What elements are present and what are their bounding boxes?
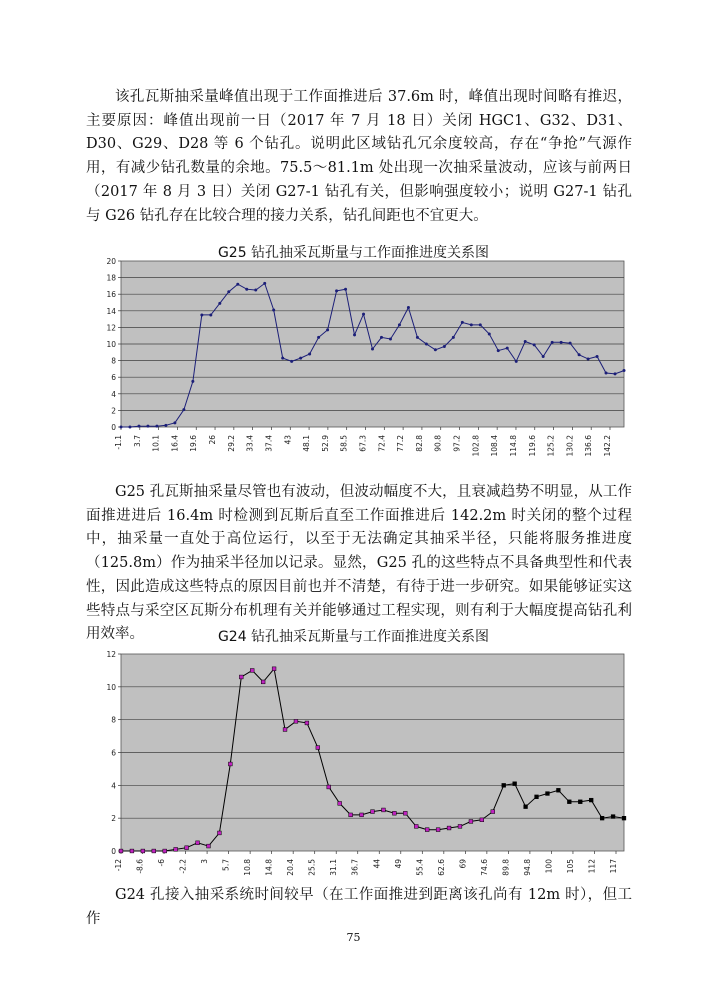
- g24-x-tick-label: 94.8: [522, 859, 532, 876]
- g24-data-point: [174, 847, 178, 851]
- g24-data-point: [502, 783, 506, 787]
- g24-data-point: [513, 782, 517, 786]
- g25-data-point: [452, 336, 455, 339]
- g25-x-tick-label: 26: [208, 435, 218, 445]
- g25-data-point: [182, 408, 185, 411]
- g25-x-tick-label: 58.5: [339, 435, 349, 452]
- g24-data-point: [185, 846, 189, 850]
- g25-data-point: [272, 308, 275, 311]
- g24-y-tick-label: 2: [111, 814, 116, 824]
- g25-data-point: [362, 313, 365, 316]
- g24-data-point: [218, 831, 222, 835]
- g25-data-point: [470, 323, 473, 326]
- g25-data-point: [209, 313, 212, 316]
- g24-y-tick-label: 12: [106, 650, 116, 659]
- g25-data-point: [398, 323, 401, 326]
- g24-data-point: [425, 828, 429, 832]
- g25-data-point: [596, 355, 599, 358]
- g25-y-tick-label: 6: [111, 373, 116, 383]
- g24-x-tick-label: -2.2: [178, 859, 188, 874]
- g25-data-point: [416, 336, 419, 339]
- g25-x-tick-label: -1.1: [114, 435, 123, 450]
- g25-data-point: [479, 323, 482, 326]
- g24-data-point: [535, 795, 539, 799]
- g25-data-point: [506, 347, 509, 350]
- g25-x-tick-label: 19.6: [189, 435, 199, 452]
- g24-data-point: [524, 805, 528, 809]
- g25-x-tick-label: 102.8: [471, 435, 481, 457]
- g24-data-point: [239, 675, 243, 679]
- g24-data-point: [327, 785, 331, 789]
- g24-data-point: [316, 746, 320, 750]
- g24-data-point: [305, 721, 309, 725]
- g24-data-point: [403, 811, 407, 815]
- g24-data-point: [272, 667, 276, 671]
- g24-data-point: [261, 680, 265, 684]
- g24-data-point: [207, 844, 211, 848]
- g25-y-tick-label: 8: [111, 356, 116, 366]
- g25-data-point: [569, 342, 572, 345]
- g25-data-point: [335, 289, 338, 292]
- g25-y-tick-label: 16: [106, 290, 116, 300]
- g25-data-point: [497, 349, 500, 352]
- g25-y-tick-label: 12: [106, 323, 116, 333]
- g25-data-point: [578, 353, 581, 356]
- g25-x-tick-label: 142.2: [603, 435, 612, 457]
- g25-x-tick-label: 33.4: [245, 435, 255, 452]
- g24-y-tick-label: 6: [111, 748, 116, 758]
- g25-data-point: [560, 341, 563, 344]
- g25-x-tick-label: 37.4: [264, 435, 274, 452]
- paragraph-g25-analysis: [86, 481, 632, 647]
- g25-data-point: [326, 328, 329, 331]
- g25-y-tick-label: 14: [106, 306, 116, 316]
- g25-x-tick-label: 125.2: [546, 435, 556, 457]
- g25-data-point: [515, 360, 518, 363]
- g25-x-tick-label: 72.4: [377, 435, 387, 452]
- g24-data-point: [589, 798, 593, 802]
- g25-data-point: [317, 336, 320, 339]
- g25-data-point: [542, 355, 545, 358]
- g25-data-point: [299, 357, 302, 360]
- g25-data-point: [227, 290, 230, 293]
- g25-data-point: [587, 357, 590, 360]
- g24-chart: [0, 645, 707, 875]
- g25-data-point: [245, 288, 248, 291]
- g25-data-point: [425, 343, 428, 346]
- g25-data-point: [236, 283, 239, 286]
- g24-data-point: [546, 792, 550, 796]
- g25-data-point: [623, 369, 626, 372]
- g25-data-point: [191, 380, 194, 383]
- g25-data-point: [551, 341, 554, 344]
- g25-x-tick-label: 97.2: [452, 435, 462, 452]
- g24-data-point: [600, 816, 604, 820]
- g25-data-point: [605, 372, 608, 375]
- g25-x-tick-label: 48.1: [302, 435, 312, 452]
- g24-data-point: [458, 824, 462, 828]
- paragraph-g26-text: 该孔瓦斯抽采量峰值出现于工作面推进后 37.6m 时，峰值出现时间略有推迟，主要原因：峰值出现前一日（2017 年 7 月 18 日）关闭 HGC1、G32、D31、D30、G29、D28 等 6 个钻孔。说明此区域钻孔冗余度较高，存在“争抢”气源作用，有减少钻孔数量的余地。75.5～81.1m 处出现一次抽采量波动，应该与前两日（2017 年 8 月 3 日）关闭 G27-1 钻孔有关，但影响强度较小；说明 G27-1 钻孔与 G26 钻孔存在比较合理的接力关系，钻孔间距也不宜更大。: [86, 89, 632, 224]
- g25-x-tick-label: 10.1: [151, 435, 161, 452]
- g25-data-point: [308, 352, 311, 355]
- g25-y-tick-label: 4: [111, 389, 116, 399]
- g25-x-tick-label: 43: [283, 435, 293, 445]
- g25-data-point: [128, 426, 131, 429]
- page-number: 75: [346, 931, 361, 944]
- g25-data-point: [533, 343, 536, 346]
- g25-y-tick-label: 18: [106, 273, 116, 283]
- g25-data-point: [380, 336, 383, 339]
- g24-x-tick-label: 69: [458, 859, 468, 869]
- g24-data-point: [491, 810, 495, 814]
- g24-x-tick-label: 36.7: [350, 859, 360, 876]
- g25-data-point: [371, 347, 374, 350]
- g24-data-point: [382, 808, 386, 812]
- g24-x-tick-label: 62.6: [436, 859, 446, 876]
- g24-x-tick-label: -6: [157, 859, 167, 867]
- g24-data-point: [414, 824, 418, 828]
- g24-x-tick-label: 105: [565, 859, 575, 874]
- g24-data-point: [469, 820, 473, 824]
- paragraph-g26-analysis: [86, 86, 632, 228]
- g25-y-tick-label: 0: [111, 423, 116, 432]
- g24-x-tick-label: 14.8: [264, 859, 274, 876]
- g24-x-tick-label: 25.5: [307, 859, 317, 876]
- g25-data-point: [263, 282, 266, 285]
- g25-x-tick-label: 77.2: [396, 435, 406, 452]
- g25-data-point: [443, 345, 446, 348]
- g25-data-point: [290, 360, 293, 363]
- g25-chart: [0, 250, 707, 465]
- g25-x-tick-label: 67.3: [358, 435, 368, 452]
- g24-data-point: [349, 813, 353, 817]
- g24-x-tick-label: 112: [587, 859, 597, 874]
- g25-chart-title: G25 钻孔抽采瓦斯量与工作面推进度关系图: [217, 245, 490, 261]
- paragraph-g24-text: G24 孔接入抽采系统时间较早（在工作面推进到距离该孔尚有 12m 时），但工作: [86, 887, 632, 927]
- g24-y-tick-label: 0: [111, 847, 116, 856]
- g24-data-point: [567, 800, 571, 804]
- g24-data-point: [130, 849, 134, 853]
- g24-x-tick-label: 10.8: [243, 859, 253, 876]
- g25-data-point: [146, 425, 149, 428]
- g24-x-tick-label: 20.4: [286, 859, 296, 876]
- g25-x-tick-label: 119.6: [527, 435, 537, 457]
- g25-data-point: [461, 321, 464, 324]
- g25-data-point: [488, 333, 491, 336]
- g24-data-point: [371, 810, 375, 814]
- g24-data-point: [141, 849, 145, 853]
- g25-y-tick-label: 10: [106, 340, 116, 349]
- g24-chart-title: G24 钻孔抽采瓦斯量与工作面推进度关系图: [217, 629, 490, 645]
- g24-x-tick-label: 49: [393, 859, 403, 869]
- g25-data-point: [120, 426, 123, 429]
- g25-x-tick-label: 3.7: [132, 435, 142, 447]
- g25-data-point: [434, 348, 437, 351]
- g24-data-point: [611, 815, 615, 819]
- g25-data-point: [407, 306, 410, 309]
- g25-data-point: [344, 288, 347, 291]
- paragraph-g25-text: G25 孔瓦斯抽采量尽管也有波动，但波动幅度不大，且衰减趋势不明显，从工作面推进进后 16.4m 时检测到瓦斯后直至工作面推进后 142.2m 时关闭的整个过程中，抽采量一直处于高位运行，以至于无法确定其抽采半径，只能将服务推进度（125.8m）作为抽采半径加以记录。显然，G25 孔的这些特点不具备典型性和代表性，因此造成这些特点的原因目前也并不清楚，有待于进一步研究。如果能够证实这些特点与采空区瓦斯分布机理有关并能够通过工程实现，则有利于大幅度提高钻孔利用效率。: [86, 484, 632, 643]
- g24-x-tick-label: -8.6: [135, 859, 145, 874]
- g24-data-point: [447, 826, 451, 830]
- g24-data-point: [480, 818, 484, 822]
- g24-data-point: [392, 811, 396, 815]
- g24-x-tick-label: 74.6: [479, 859, 489, 876]
- g25-x-tick-label: 130.2: [565, 435, 575, 457]
- g24-x-tick-label: 55.4: [415, 859, 425, 876]
- g24-y-tick-label: 10: [106, 682, 116, 692]
- g24-data-point: [436, 828, 440, 832]
- g25-data-point: [155, 425, 158, 428]
- g24-x-tick-label: 100: [544, 859, 554, 874]
- g25-data-point: [353, 333, 356, 336]
- g24-data-point: [294, 719, 298, 723]
- g24-x-tick-label: 117: [609, 859, 618, 874]
- g24-x-tick-label: 31.1: [329, 859, 339, 876]
- g25-data-point: [137, 425, 140, 428]
- g25-x-tick-label: 52.9: [320, 435, 330, 452]
- g24-data-point: [119, 849, 123, 853]
- g25-x-tick-label: 82.8: [414, 435, 424, 452]
- g25-data-point: [164, 424, 167, 427]
- g25-data-point: [200, 313, 203, 316]
- paragraph-g24-intro: [86, 884, 632, 931]
- g24-data-point: [196, 841, 200, 845]
- g24-data-point: [163, 849, 167, 853]
- g25-y-tick-label: 2: [111, 406, 116, 416]
- g25-data-point: [524, 340, 527, 343]
- g24-data-point: [338, 801, 342, 805]
- g24-data-point: [250, 669, 254, 673]
- g24-data-point: [622, 816, 626, 820]
- g24-x-tick-label: 44: [372, 859, 382, 869]
- g25-x-tick-label: 29.2: [226, 435, 236, 452]
- g24-x-tick-label: 5.7: [221, 859, 231, 871]
- g25-x-tick-label: 90.8: [433, 435, 443, 452]
- g25-x-tick-label: 114.8: [508, 435, 518, 457]
- g24-x-tick-label: 89.8: [501, 859, 511, 876]
- g25-y-tick-label: 20: [106, 257, 116, 266]
- g24-data-point: [556, 788, 560, 792]
- g24-y-tick-label: 8: [111, 715, 116, 725]
- g24-data-point: [578, 800, 582, 804]
- g25-data-point: [281, 357, 284, 360]
- g24-data-point: [228, 762, 232, 766]
- g24-x-tick-label: 3: [200, 859, 210, 864]
- g25-x-tick-label: 16.4: [170, 435, 180, 452]
- g24-data-point: [283, 728, 287, 732]
- g25-data-point: [218, 302, 221, 305]
- g24-y-tick-label: 4: [111, 781, 116, 791]
- g25-data-point: [614, 372, 617, 375]
- g24-x-tick-label: -12: [114, 859, 123, 872]
- g25-data-point: [173, 421, 176, 424]
- g25-data-point: [389, 338, 392, 341]
- g24-data-point: [360, 813, 364, 817]
- g25-data-point: [254, 289, 257, 292]
- g25-x-tick-label: 108.4: [490, 434, 500, 457]
- g25-x-tick-label: 136.6: [584, 435, 594, 457]
- g24-data-point: [152, 849, 156, 853]
